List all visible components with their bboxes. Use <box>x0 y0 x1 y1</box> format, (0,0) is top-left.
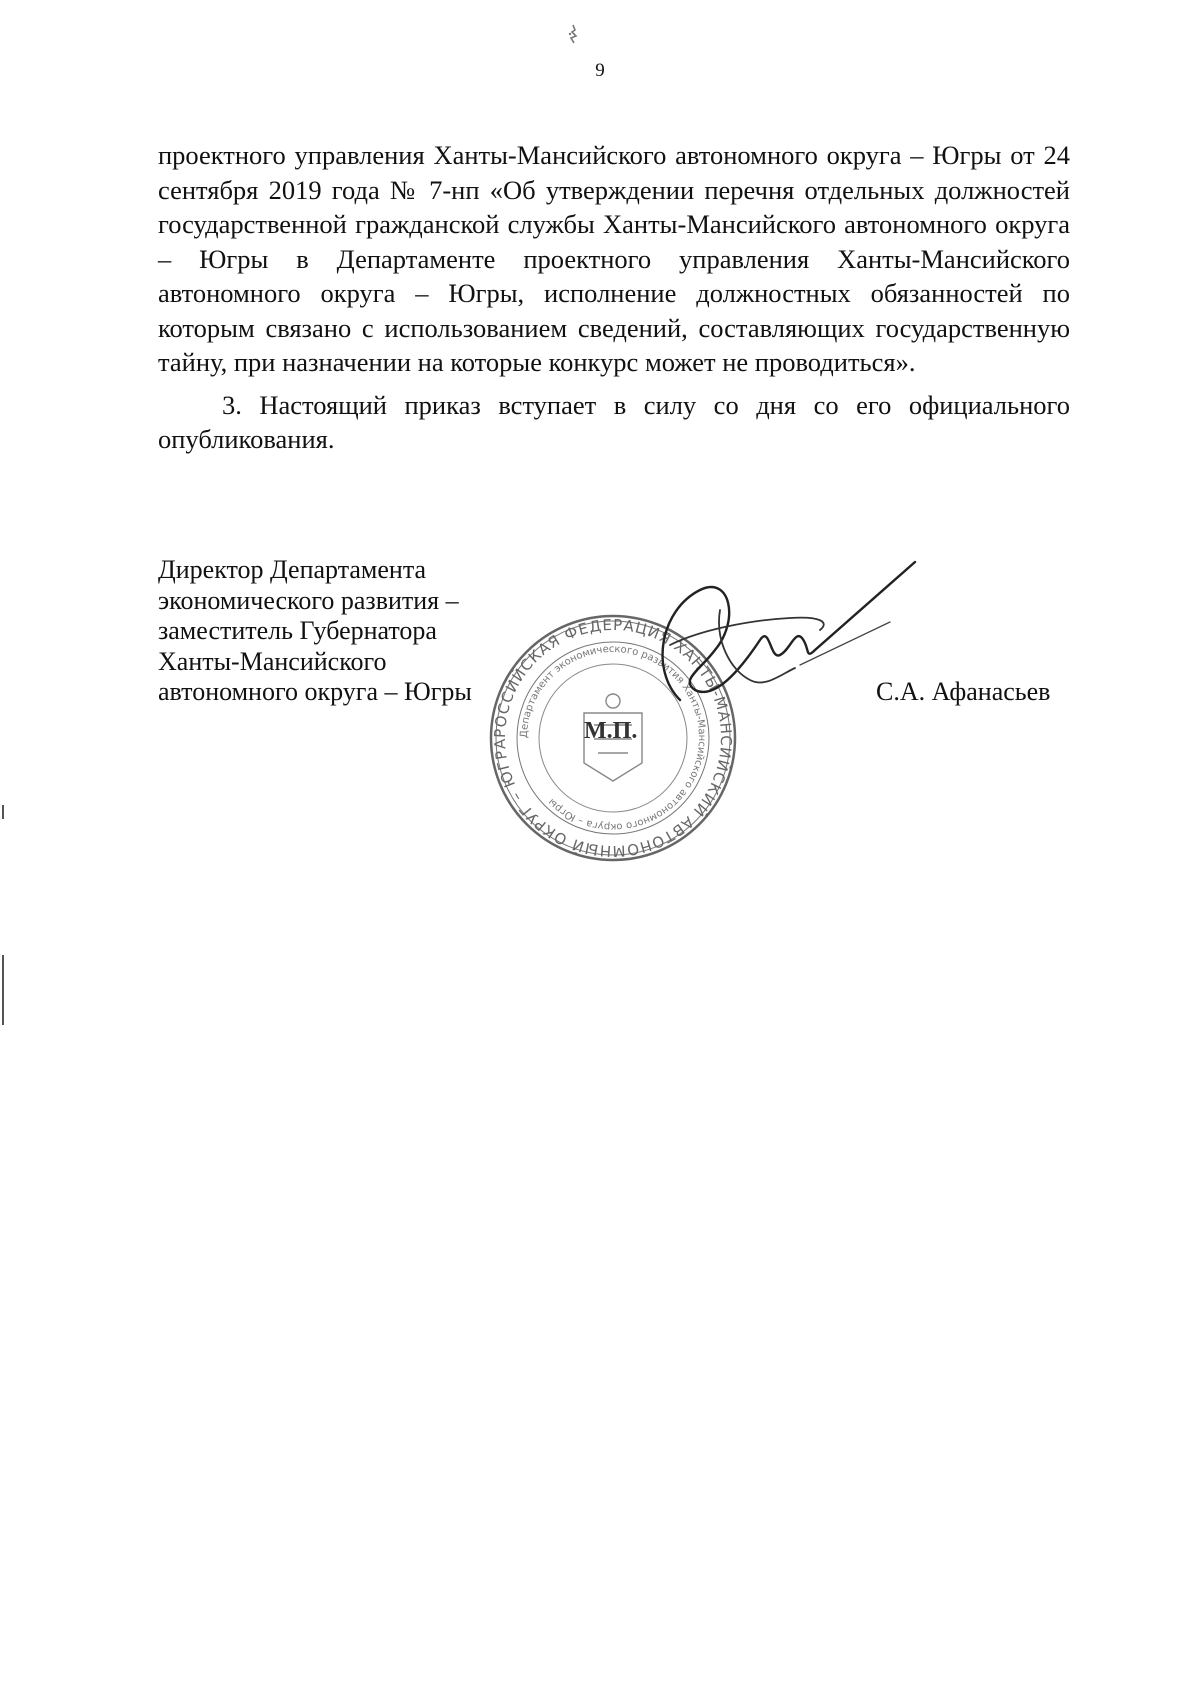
signatory-title-line: заместитель Губернатора <box>158 616 437 646</box>
handwritten-signature <box>620 550 920 750</box>
seal-inner-text: Департамент экономического развития Ханты-Мансийского автономного округа – Югры <box>518 643 708 833</box>
signatory-title-line: экономического развития – <box>158 585 459 615</box>
paragraph-effective-date: 3. Настоящий приказ вступает в силу со дня со его официального опубликования. <box>158 389 1070 454</box>
seal-outer-text: РОССИЙСКАЯ ФЕДЕРАЦИЯ ХАНТЫ-МАНСИЙСКИЙ АВТОНОМНЫЙ ОКРУГ – ЮГРА <box>490 615 736 861</box>
signatory-title-line: Директор Департамента <box>158 555 427 584</box>
signatory-title-line: Ханты-Мансийского <box>158 646 387 676</box>
scan-edge-mark <box>2 955 4 1025</box>
paragraph-continuation: проектного управления Ханты-Мансийского автономного округа – Югры от 24 сентября 2019 года № 7-нп «Об утверждении перечня отдельных должностей государственной гражданской службы Ханты-Мансийского автономного округа – Югры в Департаменте проектного управления Ханты-Мансийского автономного округа – Югры, исполнение должностных обязанностей по которым связано с использованием сведений, составляющих государственную тайну, при назначении на которые конкурс может не проводиться». <box>158 140 1070 377</box>
stamp-place-mark: М.П. <box>584 718 638 744</box>
scan-speck-mark <box>566 24 580 44</box>
scan-edge-mark <box>2 805 4 819</box>
signatory-title-line: автономного округа – Югры <box>158 677 472 707</box>
signer-name: С.А. Афанасьев <box>876 677 1051 706</box>
signatory-title-block <box>158 555 472 708</box>
order-body-text <box>158 138 1070 457</box>
page-number: 9 <box>595 60 605 81</box>
